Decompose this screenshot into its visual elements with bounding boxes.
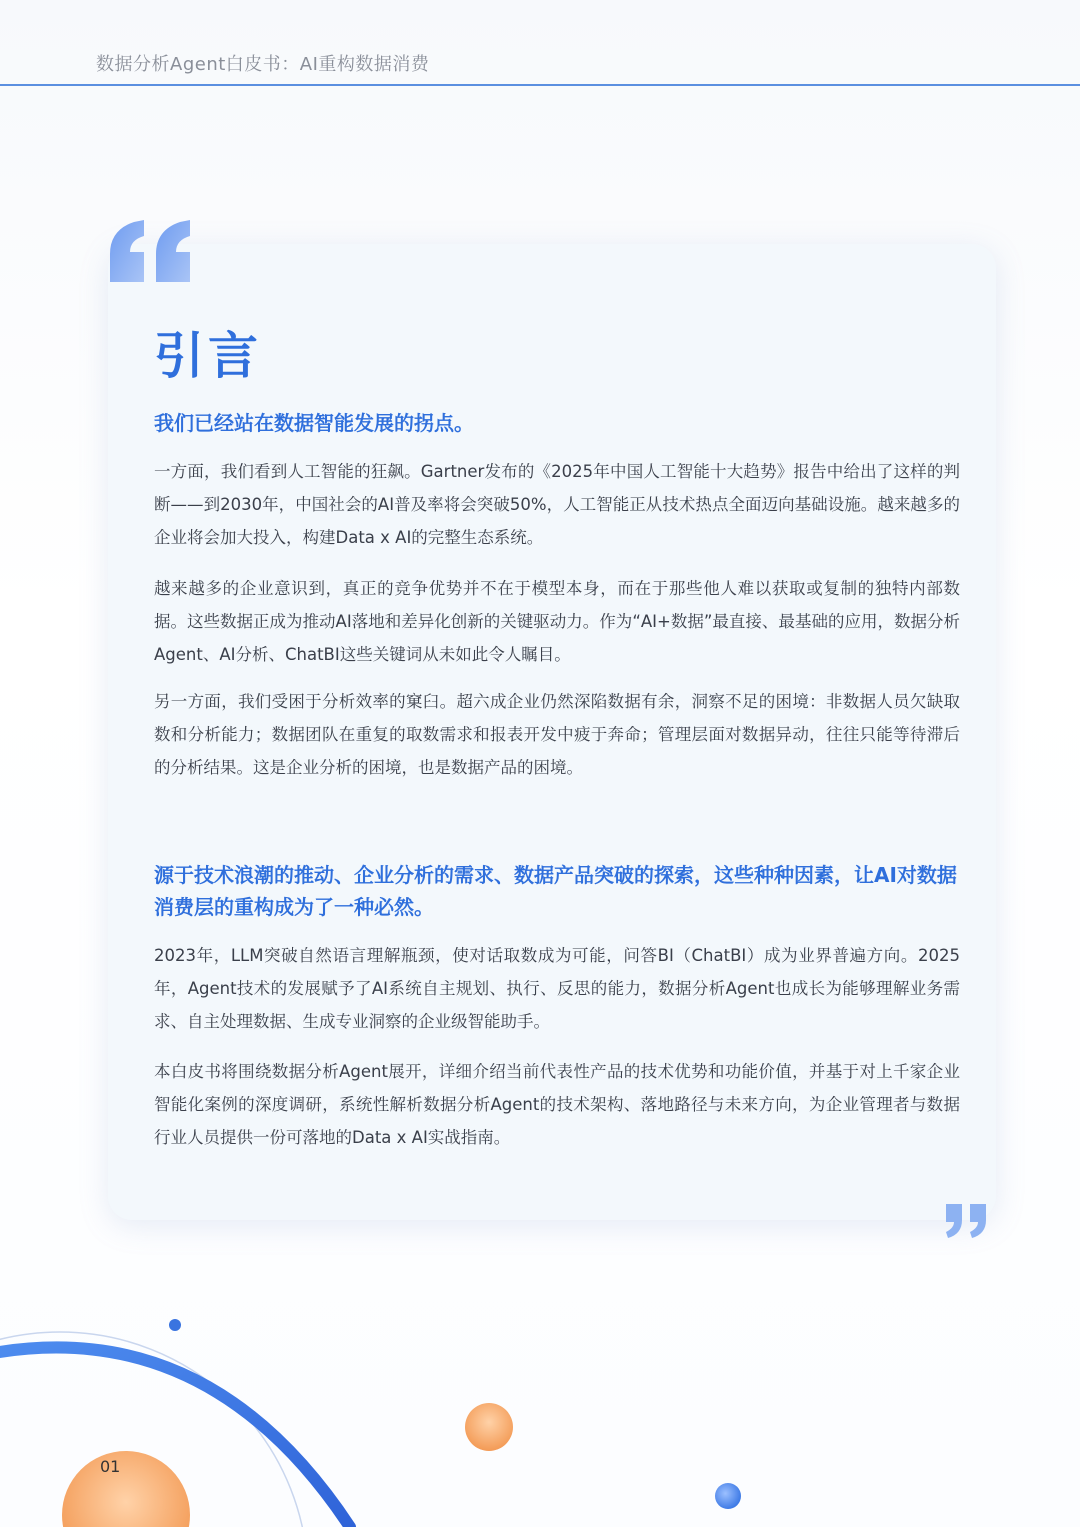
intro-subheading-1: 我们已经站在数据智能发展的拐点。 xyxy=(154,411,474,435)
intro-paragraph-4: 2023年，LLM突破自然语言理解瓶颈，使对话取数成为可能，问答BI（ChatBI）成为业界普遍方向。2025年，Agent技术的发展赋予了AI系统自主规划、执行、反思的能力，数据分析Agent也成长为能够理解业务需求、自主处理数据、生成专业洞察的企业级智能助手。 xyxy=(154,946,960,1031)
intro-heading: 引言 xyxy=(154,327,262,385)
intro-paragraph-5: 本白皮书将围绕数据分析Agent展开，详细介绍当前代表性产品的技术优势和功能价值，并基于对上千家企业智能化案例的深度调研，系统性解析数据分析Agent的技术架构、落地路径与未来方向，为企业管理者与数据行业人员提供一份可落地的Data x AI实战指南。 xyxy=(154,1062,960,1147)
decorative-arcs xyxy=(0,1280,1080,1527)
intro-paragraph-1: 一方面，我们看到人工智能的狂飙。Gartner发布的《2025年中国人工智能十大趋势》报告中给出了这样的判断——到2030年，中国社会的AI普及率将会突破50%，人工智能正从技术热点全面迈向基础设施。越来越多的企业将会加大投入，构建Data x AI的完整生态系统。 xyxy=(154,462,960,547)
header-title: 数据分析Agent白皮书：AI重构数据消费 xyxy=(96,54,430,75)
intro-paragraph-2: 越来越多的企业意识到，真正的竞争优势并不在于模型本身，而在于那些他人难以获取或复制的独特内部数据。这些数据正成为推动AI落地和差异化创新的关键驱动力。作为“AI+数据”最直接、最基础的应用，数据分析Agent、AI分析、ChatBI这些关键词从未如此令人瞩目。 xyxy=(154,579,960,664)
page-number: 01 xyxy=(100,1457,121,1476)
intro-paragraph-3: 另一方面，我们受困于分析效率的窠臼。超六成企业仍然深陷数据有余，洞察不足的困境：非数据人员欠缺取数和分析能力；数据团队在重复的取数需求和报表开发中疲于奔命；管理层面对数据异动，往往只能等待滞后的分析结果。这是企业分析的困境，也是数据产品的困境。 xyxy=(154,692,960,777)
intro-subheading-2: 源于技术浪潮的推动、企业分析的需求、数据产品突破的探索，这些种种因素，让AI对数据消费层的重构成为了一种必然。 xyxy=(154,863,957,919)
open-quote-icon xyxy=(104,196,204,296)
page-header xyxy=(0,0,1080,86)
close-quote-icon xyxy=(942,1200,992,1240)
